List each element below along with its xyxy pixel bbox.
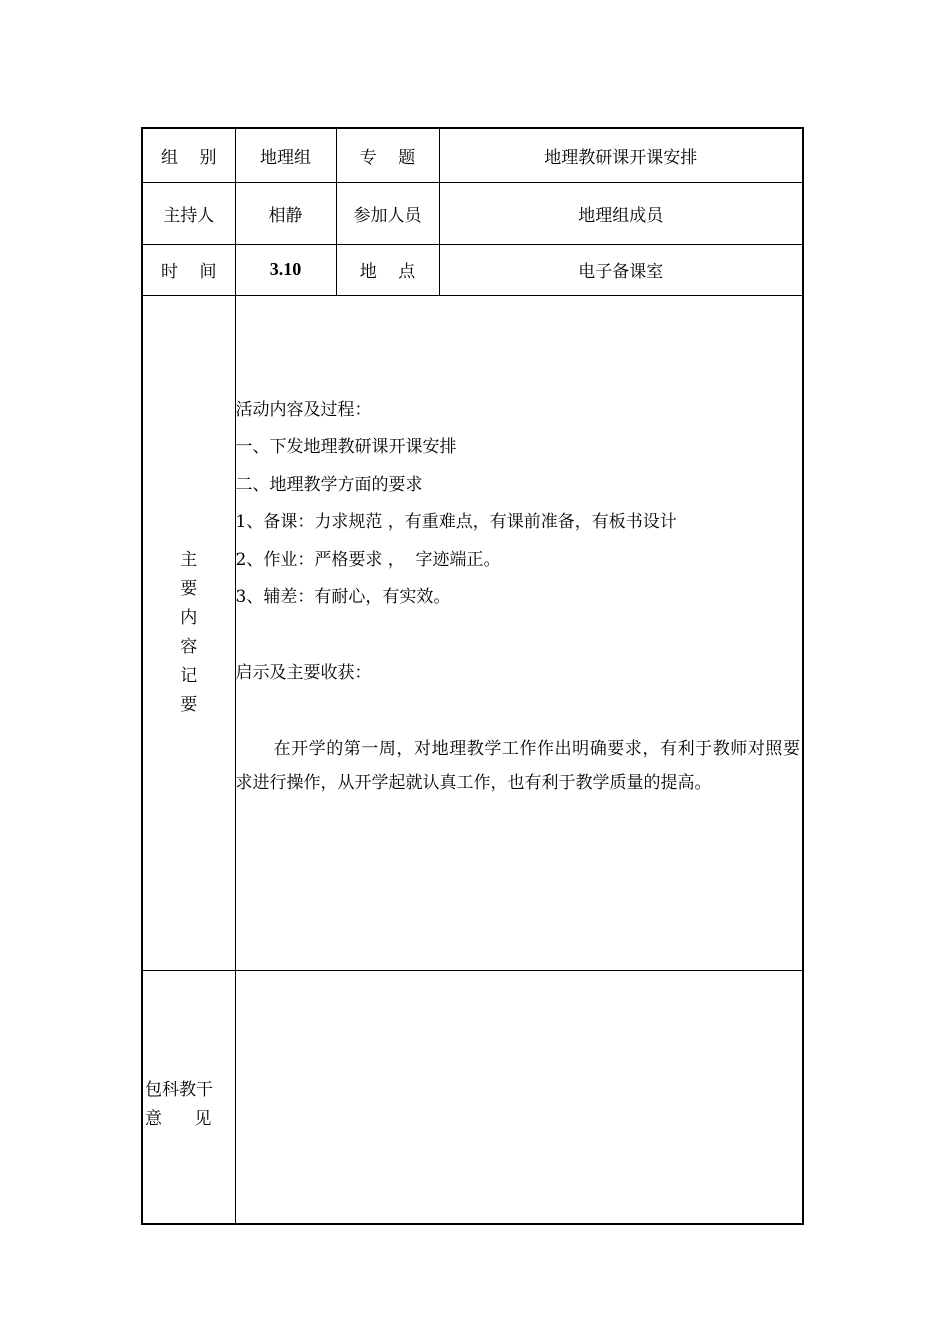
time-label: 时 间 [160, 262, 217, 282]
opinion-label-line: 包科教干 [145, 1079, 213, 1100]
activity-title: 活动内容及过程： [235, 399, 372, 420]
side-label-char: 容 [180, 636, 198, 657]
row-time [142, 244, 803, 295]
host-label: 主持人 [163, 205, 215, 226]
side-label-char: 内 [180, 607, 198, 628]
group-value: 地理组 [260, 147, 311, 168]
participants-value: 地理组成员 [578, 205, 664, 226]
topic-label-cell [336, 128, 439, 182]
group-label-cell [142, 128, 235, 182]
content-line: 二、地理教学方面的要求 [235, 474, 423, 495]
row-host [142, 182, 803, 244]
row-group [142, 128, 803, 182]
row-opinion [142, 970, 803, 1224]
place-value: 电子备课室 [578, 262, 664, 282]
participants-label-cell [336, 182, 439, 244]
content-body [236, 296, 803, 801]
side-label-char: 要 [180, 578, 198, 599]
host-label-cell [142, 182, 235, 244]
host-value: 相静 [268, 205, 303, 226]
opinion-label-cell [142, 970, 235, 1224]
content-side-label-cell [142, 295, 235, 970]
content-line: 2、作业：严格要求 ， 字迹端正。 [235, 549, 501, 570]
content-line: 一、下发地理教研课开课安排 [235, 437, 457, 457]
place-label: 地 点 [359, 262, 416, 282]
place-value-cell [439, 244, 803, 295]
side-label-char: 主 [180, 549, 198, 570]
topic-label: 专 题 [359, 147, 416, 168]
host-value-cell [235, 182, 336, 244]
side-label-char: 记 [180, 665, 198, 686]
group-value-cell [235, 128, 336, 182]
opinion-value-cell[interactable] [235, 970, 803, 1224]
time-label-cell [142, 244, 235, 295]
insight-paragraph: 在开学的第一周，对地理教学工作作出明确要求，有利于教师对照要求进行操作，从开学起就认真工作，也有利于教学质量的提高。 [235, 739, 800, 793]
content-body-cell [235, 295, 803, 970]
content-side-label [143, 546, 235, 720]
place-label-cell [336, 244, 439, 295]
time-value-cell [235, 244, 336, 295]
topic-value-cell [439, 128, 803, 182]
insight-title: 启示及主要收获： [235, 662, 372, 683]
group-label: 组 别 [160, 147, 217, 168]
content-line: 3、辅差：有耐心，有实效。 [235, 587, 451, 607]
activity-record-table [141, 127, 804, 1225]
time-value: 3.10 [269, 259, 302, 279]
row-main-content [142, 295, 803, 970]
content-line: 1、备课：力求规范 ，有重难点，有课前准备，有板书设计 [235, 512, 677, 532]
side-label-char: 要 [180, 694, 198, 715]
topic-value: 地理教研课开课安排 [544, 147, 698, 168]
participants-value-cell [439, 182, 803, 244]
opinion-label-line: 意 见 [145, 1108, 212, 1129]
participants-label: 参加人员 [353, 205, 422, 226]
